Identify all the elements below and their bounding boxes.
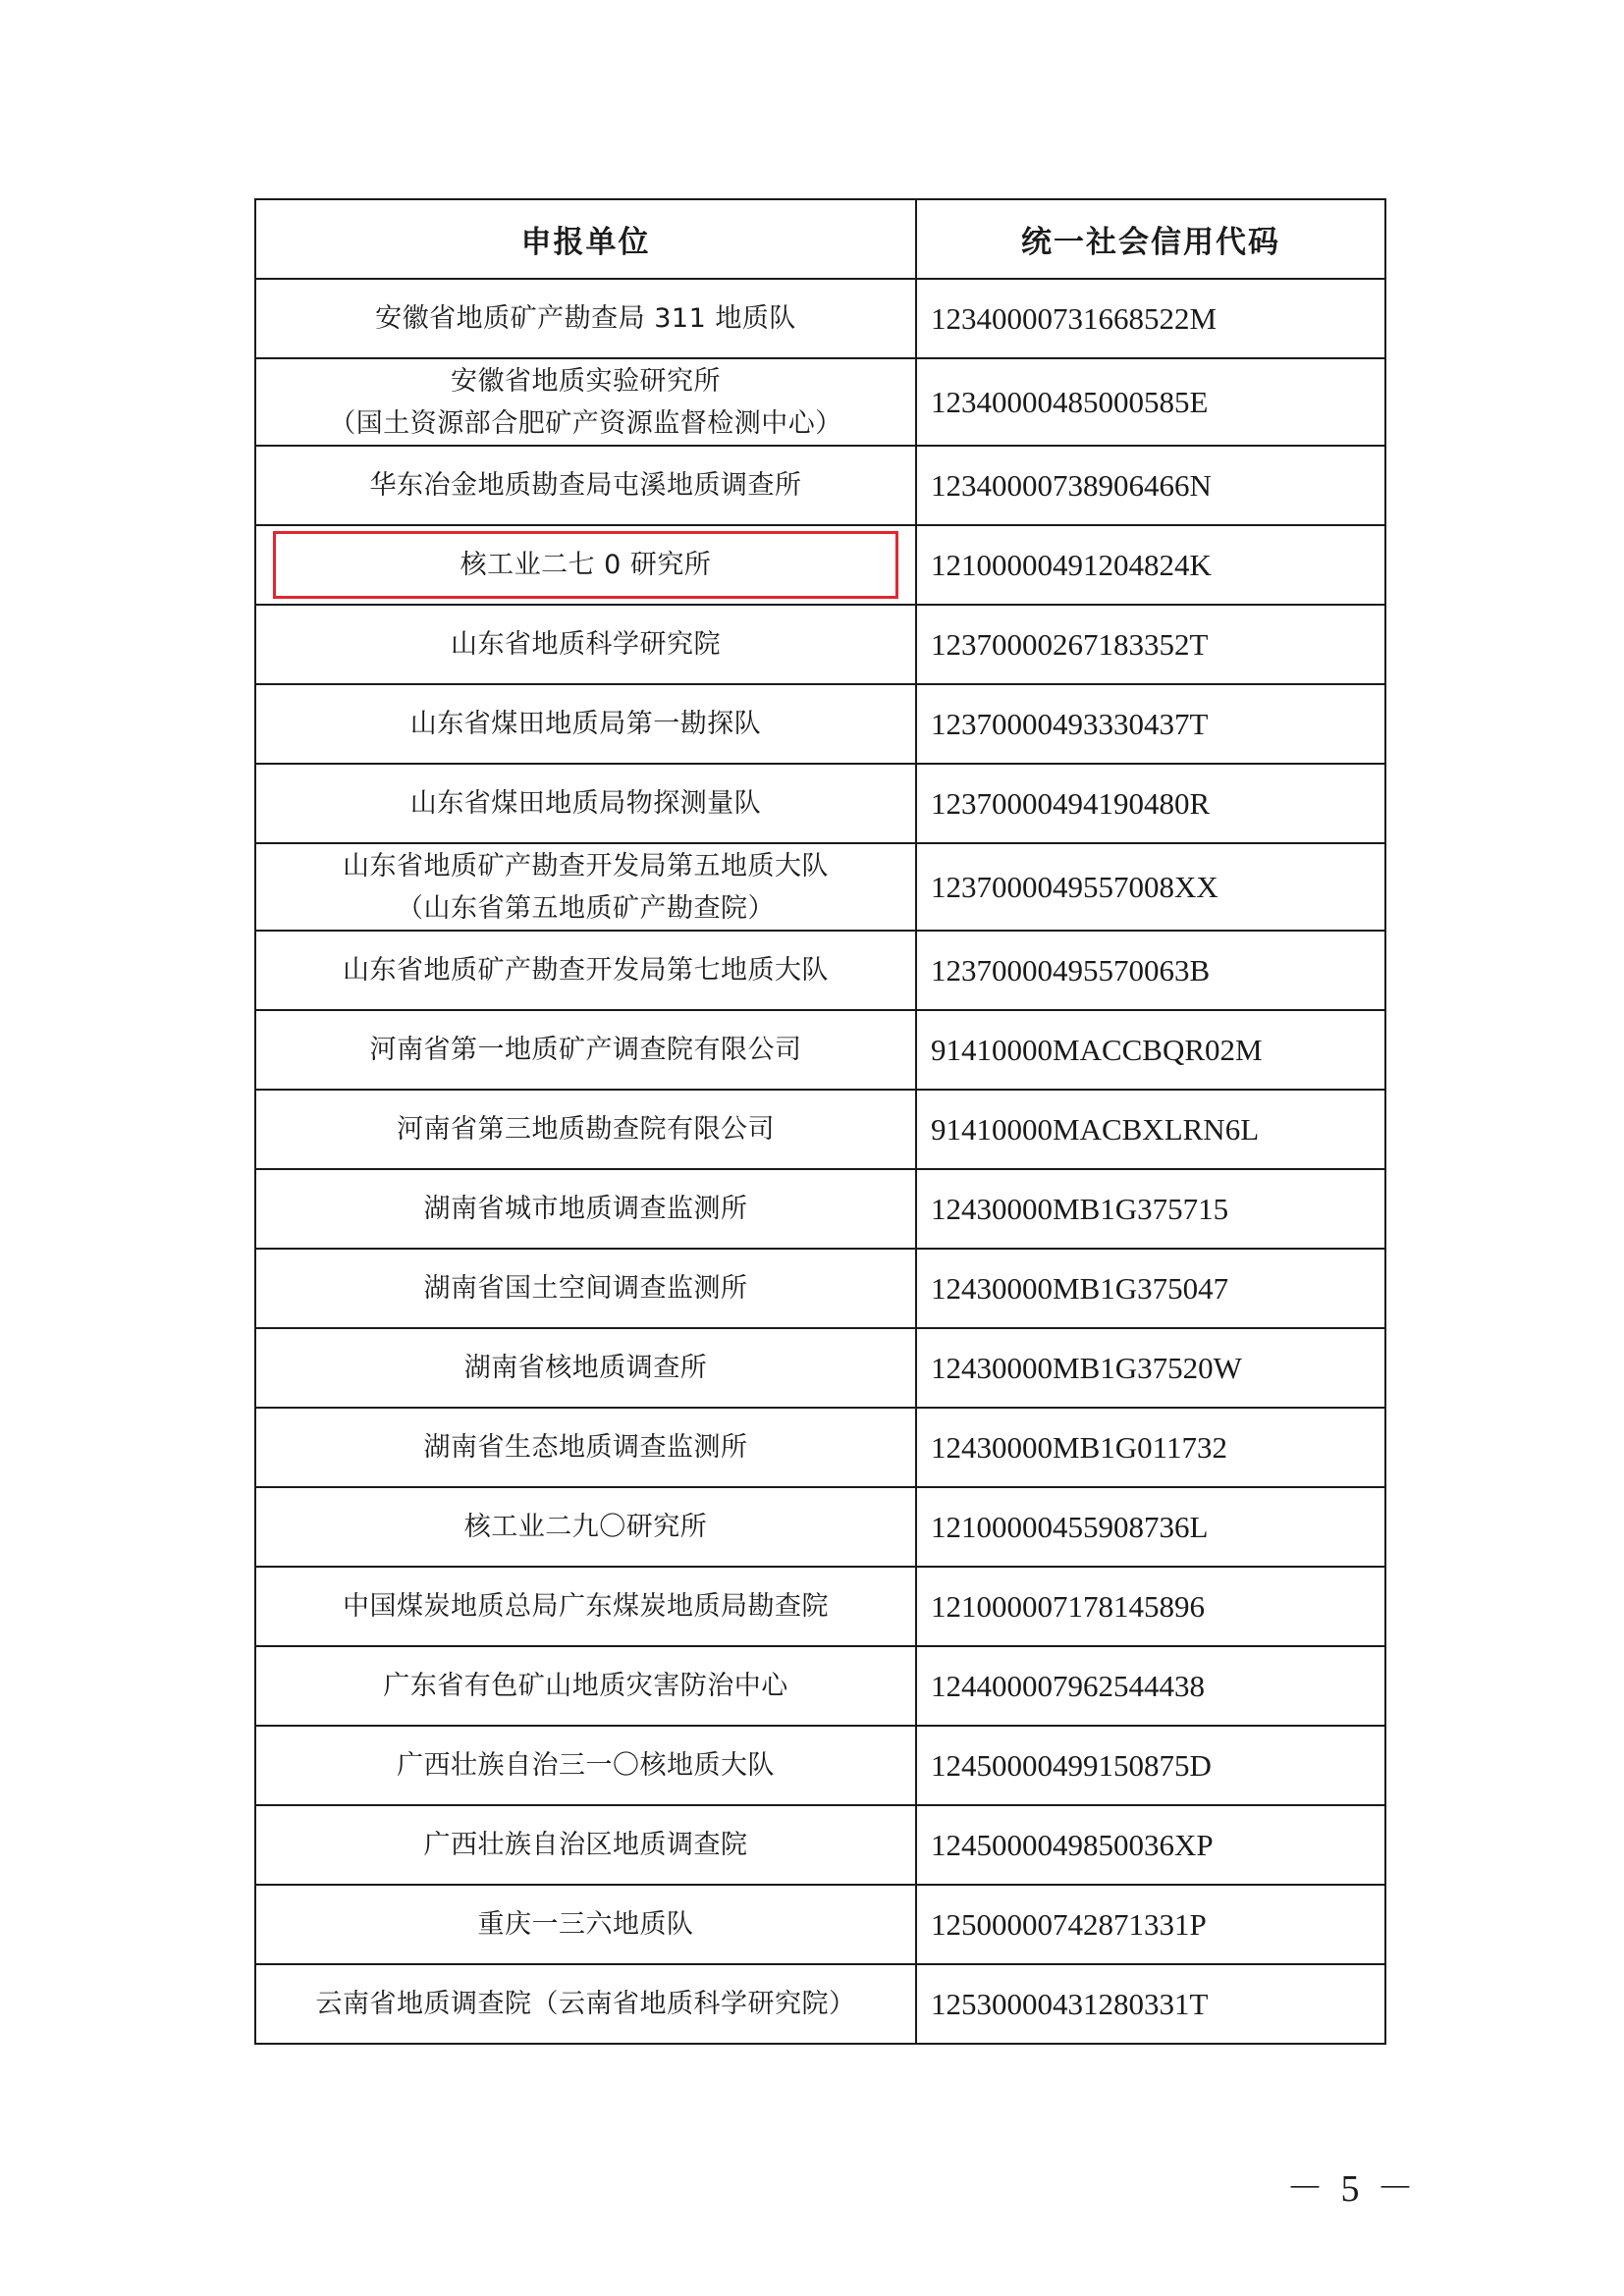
table-row <box>255 1328 1385 1408</box>
cell-credit-code: 121000007178145896 <box>916 1567 1385 1646</box>
table-row <box>255 764 1385 843</box>
cell-unit <box>255 1408 916 1487</box>
table-row <box>255 1805 1385 1885</box>
unit-line: 河南省第三地质勘查院有限公司 <box>397 1114 775 1145</box>
unit-line: （山东省第五地质矿产勘查院） <box>397 892 775 924</box>
unit-line: 山东省地质矿产勘查开发局第五地质大队 <box>343 850 829 881</box>
cell-credit-code: 1237000049557008XX <box>916 843 1385 931</box>
cell-unit <box>255 1646 916 1726</box>
cell-credit-code: 12430000MB1G011732 <box>916 1408 1385 1487</box>
unit-line: 核工业二九〇研究所 <box>463 1512 708 1542</box>
cell-unit <box>255 931 916 1010</box>
table-row <box>255 525 1385 605</box>
cell-unit <box>255 1010 916 1090</box>
unit-line: 广西壮族自治三一〇核地质大队 <box>397 1750 775 1781</box>
header-unit: 申报单位 <box>255 199 916 279</box>
header-credit-code: 统一社会信用代码 <box>916 199 1385 279</box>
table-row <box>255 1169 1385 1249</box>
unit-line: 广东省有色矿山地质灾害防治中心 <box>383 1671 788 1701</box>
unit-line: 山东省煤田地质局第一勘探队 <box>409 709 762 739</box>
cell-credit-code: 12430000MB1G375047 <box>916 1249 1385 1328</box>
cell-unit <box>255 1885 916 1964</box>
unit-line: 重庆一三六地质队 <box>477 1909 694 1940</box>
unit-line: 湖南省生态地质调查监测所 <box>423 1432 748 1463</box>
unit-line: 安徽省地质矿产勘查局 311 地质队 <box>375 303 796 334</box>
cell-credit-code: 12370000494190480R <box>916 764 1385 843</box>
cell-unit <box>255 1487 916 1567</box>
unit-line: 山东省煤田地质局物探测量队 <box>409 788 762 819</box>
unit-line: 安徽省地质实验研究所 <box>451 365 721 397</box>
cell-credit-code: 12340000731668522M <box>916 279 1385 358</box>
cell-unit <box>255 1567 916 1646</box>
table-row <box>255 279 1385 358</box>
unit-line: 湖南省城市地质调查监测所 <box>423 1194 748 1224</box>
cell-unit <box>255 1249 916 1328</box>
cell-credit-code: 91410000MACCBQR02M <box>916 1010 1385 1090</box>
table-row <box>255 843 1385 931</box>
cell-unit <box>255 358 916 446</box>
unit-line: 广西壮族自治区地质调查院 <box>423 1830 748 1860</box>
cell-credit-code: 124400007962544438 <box>916 1646 1385 1726</box>
unit-line: 华东冶金地质勘查局屯溪地质调查所 <box>369 470 802 501</box>
table-row <box>255 1010 1385 1090</box>
table-header-row <box>255 199 1385 279</box>
table-row <box>255 1249 1385 1328</box>
unit-line: 山东省地质矿产勘查开发局第七地质大队 <box>343 955 829 986</box>
table-row <box>255 1408 1385 1487</box>
unit-line: 山东省地质科学研究院 <box>451 629 721 660</box>
table-row <box>255 1567 1385 1646</box>
cell-credit-code: 12370000495570063B <box>916 931 1385 1010</box>
unit-line: 中国煤炭地质总局广东煤炭地质局勘查院 <box>343 1591 829 1622</box>
table-row <box>255 1964 1385 2044</box>
cell-credit-code: 12430000MB1G37520W <box>916 1328 1385 1408</box>
table-row <box>255 358 1385 446</box>
unit-line: 核工业二七 0 研究所 <box>460 550 712 580</box>
unit-table <box>254 198 1386 2045</box>
cell-unit <box>255 1964 916 2044</box>
cell-unit <box>255 1805 916 1885</box>
cell-credit-code: 12100000455908736L <box>916 1487 1385 1567</box>
cell-credit-code: 12340000485000585E <box>916 358 1385 446</box>
unit-line: （国土资源部合肥矿产资源监督检测中心） <box>329 407 842 439</box>
cell-unit <box>255 279 916 358</box>
cell-credit-code: 12530000431280331T <box>916 1964 1385 2044</box>
cell-unit <box>255 684 916 764</box>
table-row <box>255 1487 1385 1567</box>
table-row <box>255 605 1385 684</box>
table-row <box>255 1646 1385 1726</box>
table-row <box>255 1090 1385 1169</box>
cell-unit <box>255 605 916 684</box>
cell-credit-code: 12370000493330437T <box>916 684 1385 764</box>
cell-credit-code: 91410000MACBXLRN6L <box>916 1090 1385 1169</box>
table-row <box>255 1726 1385 1805</box>
cell-unit <box>255 446 916 525</box>
page-number: － 5 － <box>1286 2168 1419 2210</box>
unit-line: 湖南省国土空间调查监测所 <box>423 1273 748 1304</box>
unit-line: 云南省地质调查院（云南省地质科学研究院） <box>315 1989 856 2019</box>
cell-unit <box>255 1169 916 1249</box>
cell-unit <box>255 764 916 843</box>
cell-unit <box>255 1328 916 1408</box>
table-row <box>255 446 1385 525</box>
table-row <box>255 684 1385 764</box>
table-row <box>255 931 1385 1010</box>
cell-credit-code: 12450000499150875D <box>916 1726 1385 1805</box>
cell-credit-code: 12340000738906466N <box>916 446 1385 525</box>
cell-unit <box>255 843 916 931</box>
cell-credit-code: 12500000742871331P <box>916 1885 1385 1964</box>
table-row <box>255 1885 1385 1964</box>
cell-unit <box>255 1090 916 1169</box>
cell-credit-code: 12430000MB1G375715 <box>916 1169 1385 1249</box>
unit-line: 湖南省核地质调查所 <box>463 1353 708 1383</box>
cell-credit-code: 12100000491204824K <box>916 525 1385 605</box>
unit-line: 河南省第一地质矿产调查院有限公司 <box>369 1035 802 1065</box>
cell-credit-code: 12370000267183352T <box>916 605 1385 684</box>
cell-credit-code: 1245000049850036XP <box>916 1805 1385 1885</box>
cell-unit <box>255 525 916 605</box>
cell-unit <box>255 1726 916 1805</box>
